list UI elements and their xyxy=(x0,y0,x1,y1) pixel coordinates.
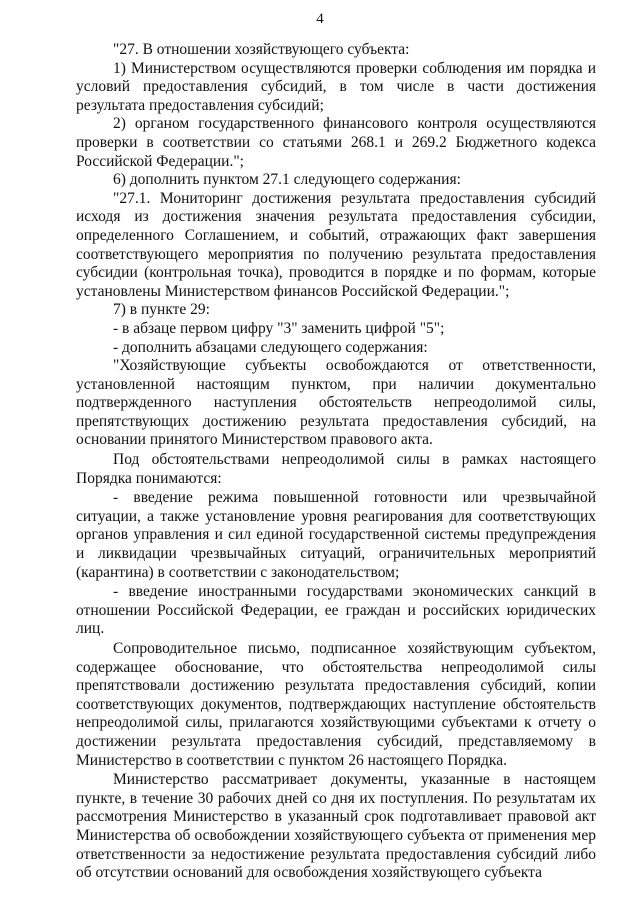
paragraph-amendment-7-digit: - в абзаце первом цифру "3" заменить цифрой "5"; xyxy=(113,319,445,337)
page-number: 4 xyxy=(316,11,324,27)
document-body xyxy=(76,41,596,883)
paragraph-cover-letter: Сопроводительное письмо, подписанное хозяйствующим субъектом, содержащее обоснование, что обстоятельства непреодолимой силы препятствовали достижению результата предоставления субсидий, копии соответствующих документов, подтверждающих наступление обстоятельств непреодолимой силы, прилагаются хозяйствующими субъектами к отчету о достижении результата предоставления субсидий, представляемому в Министерство в соответствии с пунктом 26 настоящего Порядка. xyxy=(76,640,596,769)
paragraph-amendment-7-add: - дополнить абзацами следующего содержания: xyxy=(113,338,428,356)
paragraph-force-majeure-emergency: - введение режима повышенной готовности или чрезвычайной ситуации, а также установление уровня реагирования для соответствующих органов управления и сил единой государственной системы предупреждения и ликвидации чрезвычайных ситуаций, ограничительных мероприятий (карантина) в соответствии с законодательством; xyxy=(76,489,596,581)
paragraph-27-item-1: 1) Министерством осуществляются проверки соблюдения им порядка и условий предоставления субсидий, в том числе в части достижения результата предоставления субсидий; xyxy=(76,59,596,114)
paragraph-force-majeure-definition: Под обстоятельствами непреодолимой силы в рамках настоящего Порядка понимаются: xyxy=(76,451,596,487)
paragraph-liability-exemption: "Хозяйствующие субъекты освобождаются от ответственности, установленной настоящим пунктом, при наличии документально подтвержденного наступления обстоятельств непреодолимой силы, препятствующих достижению результата предоставления субсидий, на основании принятого Министерством правового акта. xyxy=(76,357,596,449)
paragraph-amendment-7: 7) в пункте 29: xyxy=(113,301,210,319)
paragraph-force-majeure-sanctions: - введение иностранными государствами экономических санкций в отношении Российской Федерации, ее граждан и российских юридических лиц. xyxy=(76,583,596,638)
paragraph-amendment-6: 6) дополнить пунктом 27.1 следующего содержания: xyxy=(113,171,461,189)
paragraph-27-1: "27.1. Мониторинг достижения результата предоставления субсидий исходя из достижения значения результата предоставления субсидии, определенного Соглашением, и событий, отражающих факт завершения соответствующего мероприятия по получению результата предоставления субсидии (контрольная точка), проводится в порядке и по формам, которые установлены Министерством финансов Российской Федерации."; xyxy=(76,189,596,300)
paragraph-ministry-review: Министерство рассматривает документы, указанные в настоящем пункте, в течение 30 рабочих дней со дня их поступления. По результатам их рассмотрения Министерство в указанный срок подготавливает правовой акт Министерства об освобождении хозяйствующего субъекта от применения мер ответственности за недостижение результата предоставления субсидий либо об отсутствии оснований для освобождения хозяйствующего субъекта xyxy=(76,771,596,882)
paragraph-27-item-2: 2) органом государственного финансового контроля осуществляются проверки в соответствии со статьями 268.1 и 269.2 Бюджетного кодекса Российской Федерации."; xyxy=(76,115,596,170)
paragraph-27-heading: "27. В отношении хозяйствующего субъекта: xyxy=(113,41,410,58)
